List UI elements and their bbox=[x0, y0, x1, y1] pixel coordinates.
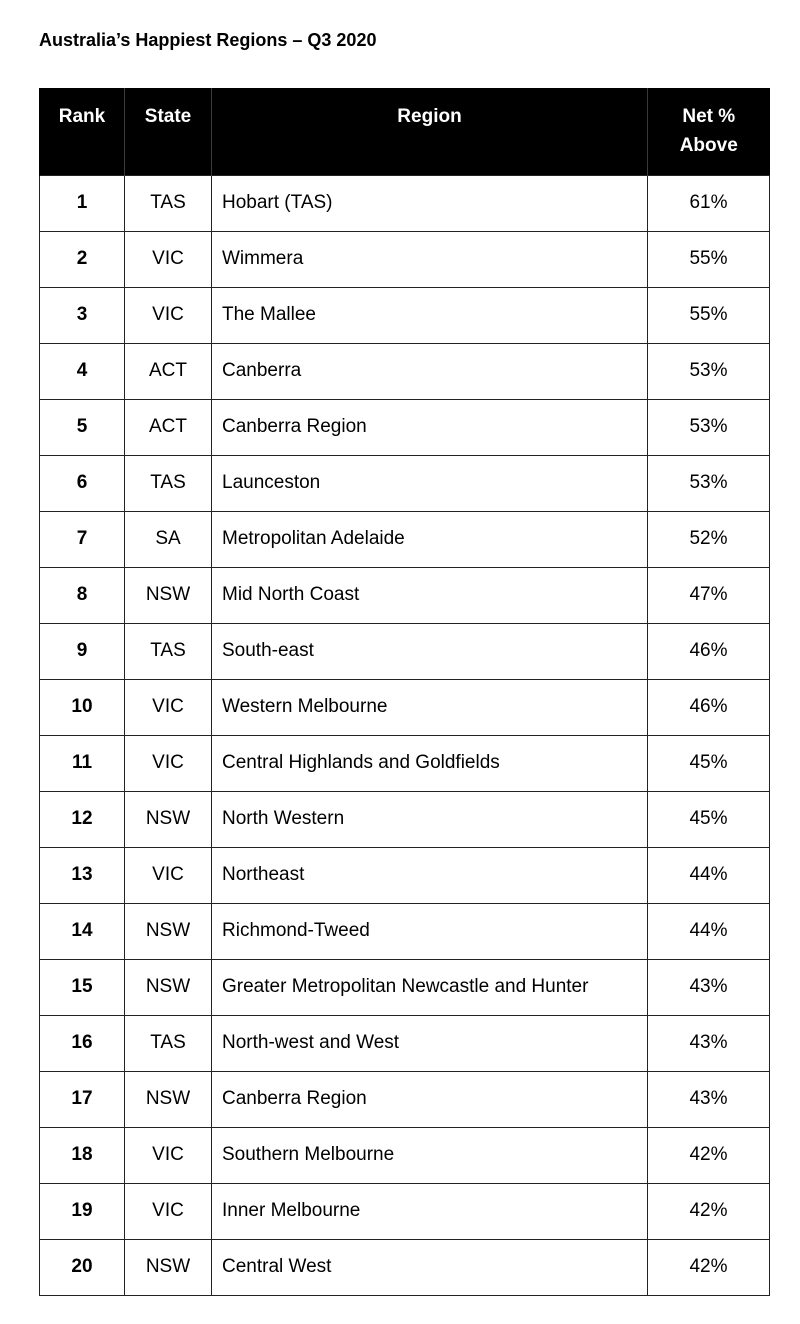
rank-cell: 10 bbox=[40, 679, 125, 735]
region-cell: Wimmera bbox=[212, 231, 648, 287]
rank-cell: 1 bbox=[40, 175, 125, 231]
rank-cell: 7 bbox=[40, 511, 125, 567]
happiest-regions-table bbox=[39, 88, 770, 1296]
net-percent-cell: 43% bbox=[648, 1015, 770, 1071]
table-row bbox=[40, 623, 770, 679]
table-row bbox=[40, 343, 770, 399]
table-row bbox=[40, 1071, 770, 1127]
net-percent-cell: 61% bbox=[648, 175, 770, 231]
region-cell: Launceston bbox=[212, 455, 648, 511]
rank-cell: 18 bbox=[40, 1127, 125, 1183]
state-cell: VIC bbox=[125, 231, 212, 287]
region-cell: South-east bbox=[212, 623, 648, 679]
region-cell: Central West bbox=[212, 1239, 648, 1295]
state-cell: TAS bbox=[125, 175, 212, 231]
state-cell: VIC bbox=[125, 679, 212, 735]
state-cell: TAS bbox=[125, 623, 212, 679]
table-row bbox=[40, 1239, 770, 1295]
column-header-rank: Rank bbox=[40, 88, 125, 175]
rank-cell: 16 bbox=[40, 1015, 125, 1071]
state-cell: NSW bbox=[125, 1071, 212, 1127]
state-cell: VIC bbox=[125, 1127, 212, 1183]
region-cell: Mid North Coast bbox=[212, 567, 648, 623]
table-row bbox=[40, 1015, 770, 1071]
state-cell: NSW bbox=[125, 903, 212, 959]
net-percent-cell: 42% bbox=[648, 1183, 770, 1239]
net-percent-cell: 44% bbox=[648, 847, 770, 903]
table-row bbox=[40, 679, 770, 735]
state-cell: NSW bbox=[125, 791, 212, 847]
net-percent-cell: 43% bbox=[648, 959, 770, 1015]
region-cell: Northeast bbox=[212, 847, 648, 903]
region-cell: Metropolitan Adelaide bbox=[212, 511, 648, 567]
table-row bbox=[40, 567, 770, 623]
rank-cell: 5 bbox=[40, 399, 125, 455]
table-row bbox=[40, 455, 770, 511]
column-header-state: State bbox=[125, 88, 212, 175]
state-cell: VIC bbox=[125, 735, 212, 791]
rank-cell: 6 bbox=[40, 455, 125, 511]
region-cell: Western Melbourne bbox=[212, 679, 648, 735]
state-cell: VIC bbox=[125, 847, 212, 903]
state-cell: TAS bbox=[125, 455, 212, 511]
rank-cell: 14 bbox=[40, 903, 125, 959]
table-header bbox=[40, 88, 770, 175]
rank-cell: 19 bbox=[40, 1183, 125, 1239]
net-header-line2: Above bbox=[679, 135, 738, 156]
table-row bbox=[40, 903, 770, 959]
table-row bbox=[40, 511, 770, 567]
region-cell: Southern Melbourne bbox=[212, 1127, 648, 1183]
net-percent-cell: 55% bbox=[648, 287, 770, 343]
net-percent-cell: 43% bbox=[648, 1071, 770, 1127]
rank-cell: 9 bbox=[40, 623, 125, 679]
rank-cell: 4 bbox=[40, 343, 125, 399]
region-cell: Central Highlands and Goldfields bbox=[212, 735, 648, 791]
table-row bbox=[40, 735, 770, 791]
net-percent-cell: 42% bbox=[648, 1127, 770, 1183]
region-cell: Canberra bbox=[212, 343, 648, 399]
table-row bbox=[40, 1183, 770, 1239]
rank-cell: 20 bbox=[40, 1239, 125, 1295]
region-cell: North Western bbox=[212, 791, 648, 847]
state-cell: VIC bbox=[125, 287, 212, 343]
rank-cell: 11 bbox=[40, 735, 125, 791]
table-row bbox=[40, 175, 770, 231]
table-row bbox=[40, 231, 770, 287]
net-percent-cell: 53% bbox=[648, 455, 770, 511]
rank-cell: 17 bbox=[40, 1071, 125, 1127]
column-header-region: Region bbox=[212, 88, 648, 175]
state-cell: VIC bbox=[125, 1183, 212, 1239]
table-row bbox=[40, 1127, 770, 1183]
rank-cell: 3 bbox=[40, 287, 125, 343]
rank-cell: 8 bbox=[40, 567, 125, 623]
region-cell: Inner Melbourne bbox=[212, 1183, 648, 1239]
column-header-net-above bbox=[648, 88, 770, 175]
region-cell: Richmond-Tweed bbox=[212, 903, 648, 959]
net-percent-cell: 45% bbox=[648, 735, 770, 791]
table-row bbox=[40, 399, 770, 455]
net-percent-cell: 45% bbox=[648, 791, 770, 847]
state-cell: ACT bbox=[125, 343, 212, 399]
region-cell: Canberra Region bbox=[212, 399, 648, 455]
net-percent-cell: 46% bbox=[648, 679, 770, 735]
net-percent-cell: 44% bbox=[648, 903, 770, 959]
rank-cell: 15 bbox=[40, 959, 125, 1015]
state-cell: NSW bbox=[125, 567, 212, 623]
net-percent-cell: 42% bbox=[648, 1239, 770, 1295]
region-cell: Hobart (TAS) bbox=[212, 175, 648, 231]
state-cell: NSW bbox=[125, 1239, 212, 1295]
rank-cell: 12 bbox=[40, 791, 125, 847]
table-body bbox=[40, 175, 770, 1295]
state-cell: TAS bbox=[125, 1015, 212, 1071]
rank-cell: 13 bbox=[40, 847, 125, 903]
table-row bbox=[40, 959, 770, 1015]
region-cell: Greater Metropolitan Newcastle and Hunter bbox=[212, 959, 648, 1015]
state-cell: ACT bbox=[125, 399, 212, 455]
net-percent-cell: 53% bbox=[648, 399, 770, 455]
net-percent-cell: 52% bbox=[648, 511, 770, 567]
table-row bbox=[40, 287, 770, 343]
header-row bbox=[40, 88, 770, 175]
region-cell: Canberra Region bbox=[212, 1071, 648, 1127]
state-cell: SA bbox=[125, 511, 212, 567]
rank-cell: 2 bbox=[40, 231, 125, 287]
region-cell: North-west and West bbox=[212, 1015, 648, 1071]
table-row bbox=[40, 847, 770, 903]
net-percent-cell: 46% bbox=[648, 623, 770, 679]
net-percent-cell: 53% bbox=[648, 343, 770, 399]
state-cell: NSW bbox=[125, 959, 212, 1015]
net-percent-cell: 55% bbox=[648, 231, 770, 287]
net-header-line1: Net % bbox=[682, 106, 736, 127]
region-cell: The Mallee bbox=[212, 287, 648, 343]
page-title: Australia’s Happiest Regions – Q3 2020 bbox=[39, 30, 377, 50]
net-percent-cell: 47% bbox=[648, 567, 770, 623]
table-row bbox=[40, 791, 770, 847]
